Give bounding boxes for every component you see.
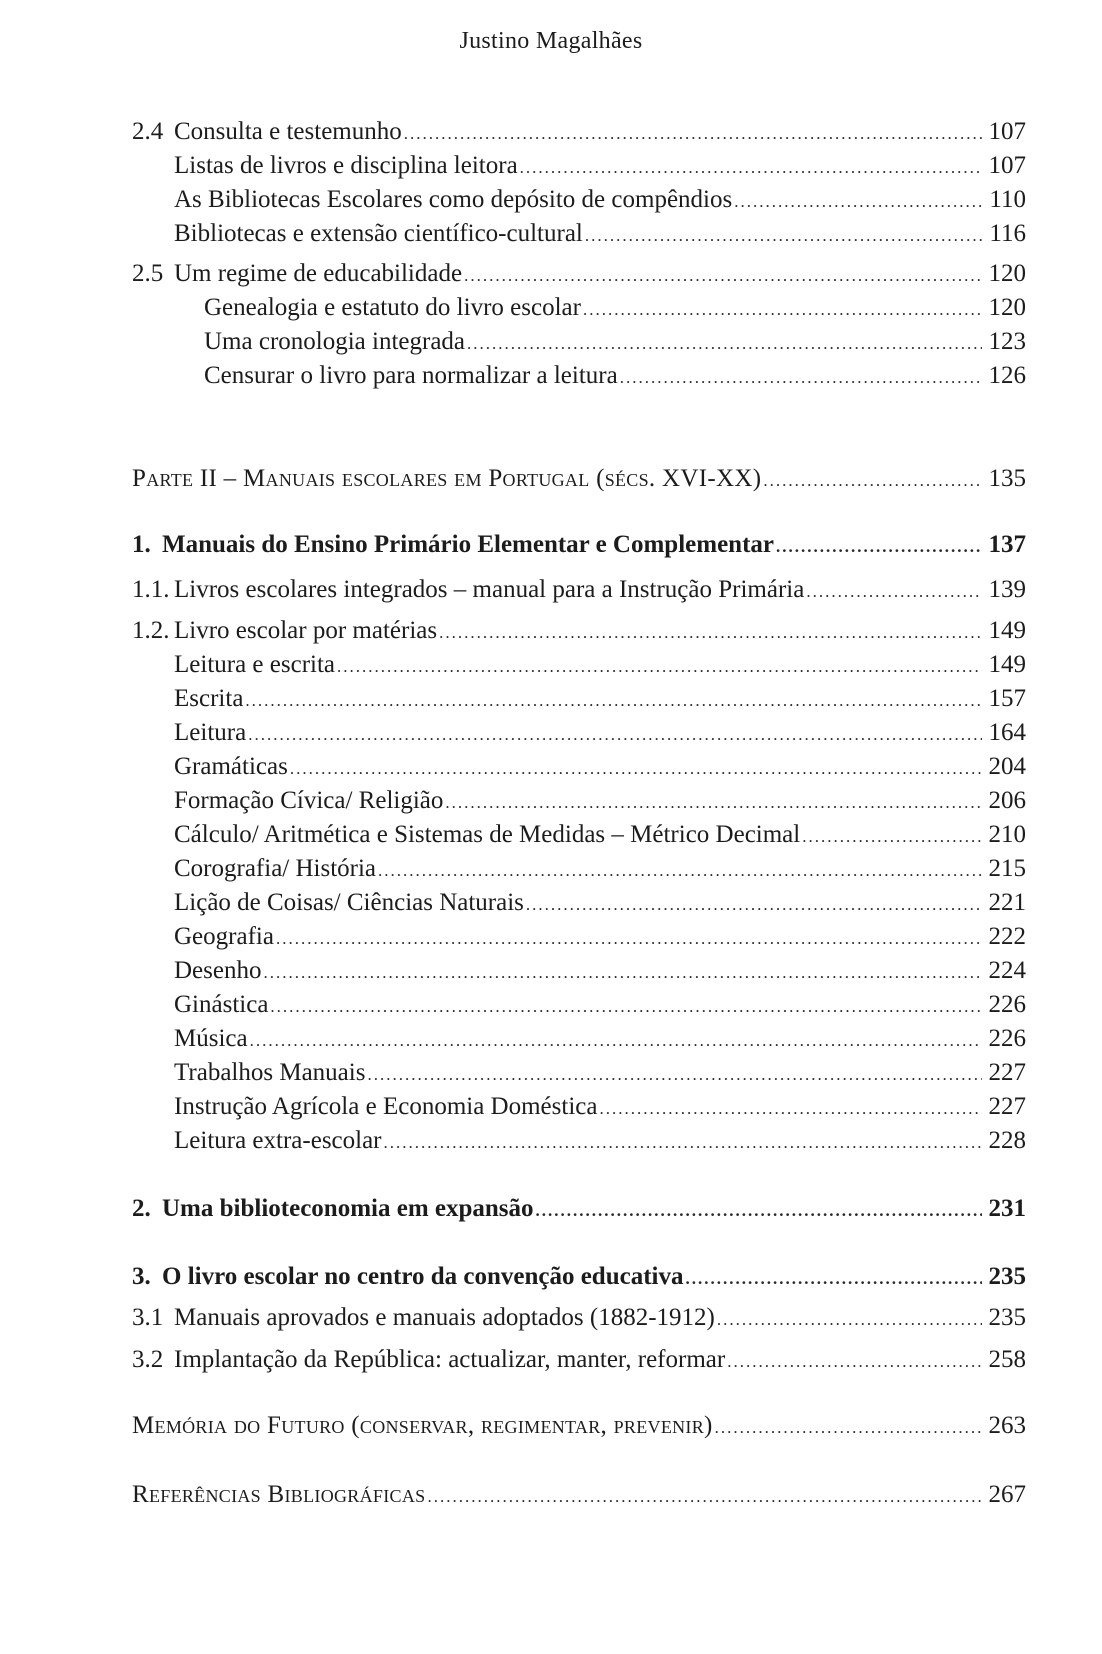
toc-entry bbox=[132, 616, 1026, 648]
toc-page: 215 bbox=[988, 855, 1026, 882]
toc-label: Música bbox=[174, 1025, 248, 1052]
toc-page: 227 bbox=[988, 1059, 1026, 1086]
toc-number: 2.4 bbox=[132, 118, 164, 145]
toc-label: Leitura extra-escolar bbox=[174, 1127, 382, 1154]
toc-entry bbox=[132, 259, 1026, 291]
toc-label: Leitura bbox=[174, 719, 247, 746]
toc-number: 1. bbox=[132, 531, 151, 558]
toc-label: Um regime de educabilidade bbox=[174, 260, 463, 287]
toc-label: Censurar o livro para normalizar a leitura bbox=[204, 362, 618, 389]
toc-entry bbox=[132, 990, 1026, 1022]
toc-page: 258 bbox=[988, 1346, 1026, 1373]
toc-label: Livro escolar por matérias bbox=[174, 617, 438, 644]
toc-label: Listas de livros e disciplina leitora bbox=[174, 152, 518, 179]
toc-number: 1.2. bbox=[132, 617, 170, 644]
toc-page: 221 bbox=[988, 889, 1026, 916]
toc-label: Livros escolares integrados – manual para a Instrução Primária bbox=[174, 576, 805, 603]
toc-number: 2.5 bbox=[132, 260, 164, 287]
toc-entry bbox=[132, 1058, 1026, 1090]
toc-entry bbox=[132, 888, 1026, 920]
toc-label: Cálculo/ Aritmética e Sistemas de Medidas – Métrico Decimal bbox=[174, 821, 801, 848]
toc-number: 1.1. bbox=[132, 576, 170, 603]
toc-label: O livro escolar no centro da convenção educativa bbox=[162, 1263, 684, 1290]
toc-part-heading bbox=[132, 464, 1026, 496]
toc-page: 226 bbox=[988, 1025, 1026, 1052]
toc-label: Leitura e escrita bbox=[174, 651, 336, 678]
toc-page: 120 bbox=[988, 294, 1026, 321]
toc-label: Geografia bbox=[174, 923, 274, 950]
toc-label: Uma cronologia integrada bbox=[204, 328, 466, 355]
toc-chapter bbox=[132, 530, 1026, 562]
toc-entry bbox=[132, 786, 1026, 818]
toc-page: 206 bbox=[988, 787, 1026, 814]
toc-page: 110 bbox=[989, 186, 1026, 213]
toc-page: 107 bbox=[988, 118, 1026, 145]
toc-page: 120 bbox=[988, 260, 1026, 287]
toc-page: 116 bbox=[989, 220, 1026, 247]
toc-chapter bbox=[132, 1262, 1026, 1294]
toc-label: Manuais do Ensino Primário Elementar e Complementar bbox=[162, 531, 774, 558]
toc-entry bbox=[132, 684, 1026, 716]
toc-entry bbox=[132, 327, 1026, 359]
toc-label: Referências Bibliográficas bbox=[132, 1481, 426, 1508]
toc-page: 267 bbox=[988, 1481, 1026, 1508]
toc-page: 107 bbox=[988, 152, 1026, 179]
toc-page: 164 bbox=[988, 719, 1026, 746]
toc-label: Trabalhos Manuais bbox=[174, 1059, 366, 1086]
toc-page: 228 bbox=[988, 1127, 1026, 1154]
toc-label: Uma biblioteconomia em expansão bbox=[162, 1195, 534, 1222]
toc-label: Genealogia e estatuto do livro escolar bbox=[204, 294, 581, 321]
toc-label: Bibliotecas e extensão científico-cultural bbox=[174, 220, 583, 247]
toc-page: 135 bbox=[988, 465, 1026, 492]
toc-entry bbox=[132, 854, 1026, 886]
toc-entry bbox=[132, 293, 1026, 325]
toc-entry bbox=[132, 1303, 1026, 1335]
toc-label: Ginástica bbox=[174, 991, 269, 1018]
toc-page: 226 bbox=[988, 991, 1026, 1018]
toc-page: 139 bbox=[988, 576, 1026, 603]
toc-part-heading bbox=[132, 1411, 1026, 1443]
toc-page: 123 bbox=[988, 328, 1026, 355]
toc-label: Desenho bbox=[174, 957, 262, 984]
toc-entry bbox=[132, 752, 1026, 784]
toc-label: Corografia/ História bbox=[174, 855, 377, 882]
toc-label: Escrita bbox=[174, 685, 244, 712]
toc-page: 235 bbox=[988, 1263, 1026, 1290]
toc-page: 227 bbox=[988, 1093, 1026, 1120]
toc-page: 231 bbox=[988, 1195, 1026, 1222]
toc-page: 157 bbox=[988, 685, 1026, 712]
toc-label: Parte II – Manuais escolares em Portugal (sécs. XVI-XX) bbox=[132, 465, 762, 492]
toc-page: 204 bbox=[988, 753, 1026, 780]
toc-page: 149 bbox=[988, 617, 1026, 644]
toc-entry bbox=[132, 1092, 1026, 1124]
toc-entry bbox=[132, 956, 1026, 988]
toc-entry bbox=[132, 1024, 1026, 1056]
toc-page: 126 bbox=[988, 362, 1026, 389]
toc-entry bbox=[132, 820, 1026, 852]
toc-entry bbox=[132, 575, 1026, 607]
toc-label: Memória do Futuro (conservar, regimentar, prevenir) bbox=[132, 1412, 713, 1439]
toc-entry bbox=[132, 219, 1026, 251]
toc-label: Implantação da República: actualizar, manter, reformar bbox=[174, 1346, 726, 1373]
toc-page: 235 bbox=[988, 1304, 1026, 1331]
toc-number: 2. bbox=[132, 1195, 151, 1222]
toc-entry bbox=[132, 361, 1026, 393]
running-header: Justino Magalhães bbox=[459, 28, 643, 54]
toc-label: Formação Cívica/ Religião bbox=[174, 787, 444, 814]
toc-label: Manuais aprovados e manuais adoptados (1882-1912) bbox=[174, 1304, 715, 1331]
toc-entry bbox=[132, 151, 1026, 183]
toc-page: 149 bbox=[988, 651, 1026, 678]
toc-page: 137 bbox=[988, 531, 1026, 558]
toc-entry bbox=[132, 922, 1026, 954]
toc-number: 3. bbox=[132, 1263, 151, 1290]
toc-entry bbox=[132, 718, 1026, 750]
toc-page: 210 bbox=[988, 821, 1026, 848]
toc-label: Lição de Coisas/ Ciências Naturais bbox=[174, 889, 524, 916]
toc-entry bbox=[132, 117, 1026, 149]
toc-entry bbox=[132, 1126, 1026, 1158]
toc-part-heading bbox=[132, 1480, 1026, 1512]
toc-chapter bbox=[132, 1194, 1026, 1226]
toc-entry bbox=[132, 650, 1026, 682]
toc-label: Consulta e testemunho bbox=[174, 118, 402, 145]
toc-label: As Bibliotecas Escolares como depósito de compêndios bbox=[174, 186, 733, 213]
toc-page: 222 bbox=[988, 923, 1026, 950]
toc-label: Instrução Agrícola e Economia Doméstica bbox=[174, 1093, 598, 1120]
toc-page: 263 bbox=[988, 1412, 1026, 1439]
toc-number: 3.1 bbox=[132, 1304, 164, 1331]
toc-entry bbox=[132, 1345, 1026, 1377]
toc-number: 3.2 bbox=[132, 1346, 164, 1373]
toc-label: Gramáticas bbox=[174, 753, 288, 780]
toc-entry bbox=[132, 185, 1026, 217]
toc-page: 224 bbox=[988, 957, 1026, 984]
